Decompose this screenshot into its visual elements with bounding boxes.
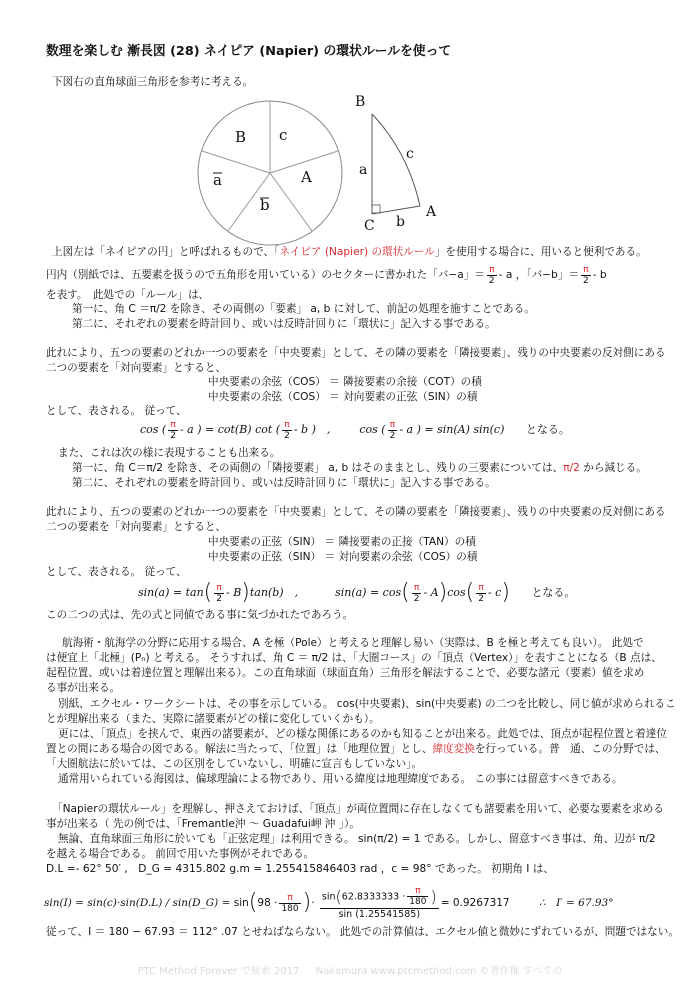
circle-label-b: b <box>260 196 270 214</box>
p4-line6: とが理解出来る（また、実際に諸要素がどの様に変化していくかも）。 <box>46 713 380 725</box>
p1-line1: 上図左は「ネイピアの円」と呼ばれるもので、「ネイピア (Napier) の環状ルール」を使用する場合に、用いると便利である。 <box>52 246 647 258</box>
p5-line1: 「Napierの環状ルール」を理解し、押さえておけば、「頂点」が両位置間に存在しなくても諸要素を用いて、必要な要素を求める <box>52 803 664 815</box>
circle-label-c: c <box>279 126 288 144</box>
p3-line4: この二つの式は、先の式と同値である事に気づかれたであろう。 <box>46 609 354 621</box>
napier-rule-highlight: ネイピア (Napier) の環状ルール <box>279 246 435 258</box>
p5-line4: を越える場合である。 前回で用いた事例がそれである。 <box>46 848 315 860</box>
p4-line5: 別紙、エクセル・ワークシートは、その事を示している。 cos(中央要素)、sin(中央要素) の二つを比較し、同じ値が求められるこ <box>58 698 676 710</box>
intro-text: 下図右の直角球面三角形を参考に考える。 <box>52 76 254 88</box>
p3-line2: 二つの要素を「対向要素」とすると、 <box>46 521 227 533</box>
p5-line3: 無論、直角球面三角形に於いても「正弦定理」は利用できる。 sin(π/2) = 1 である。しかし、留意すべき事は、角、辺が π/2 <box>58 833 656 845</box>
p4-line8: 置との間にある場合の図である。解法に当たって、「位置」は「地理位置」とし、緯度変換を行っている。普 通、この分野では、 <box>46 743 666 755</box>
p4-line7: 更には、「頂点」を挟んで、東西の諸要素が、どの様な関係にあるのかも知ることが出来る。此処では、頂点が起程位置と着達位 <box>58 728 667 740</box>
circle-label-A: A <box>301 168 312 186</box>
p2-rule2: 中央要素の余弦（COS） ＝ 対向要素の正弦（SIN）の積 <box>208 391 478 403</box>
p4-line3: 起程位置、或いは着達位置と理解出来る）。この直角球面（球面直角）三角形を解法することで、必要な諸元（要素）値を求め <box>46 667 645 679</box>
p3-line1: 此れにより、五つの要素のどれか一つの要素を「中央要素」として、その隣の要素を「隣接要素」、残りの中央要素の反対側にある <box>46 506 666 518</box>
p2-line4: また、これは次の様に表現することも出来る。 <box>58 447 281 459</box>
p3-equation: sin(a) = tan( $\frac{\pi}{2}$ - B)tan(b) , sin(a) = cos( $\frac{\pi}{2}$ - A)cos( $\frac{\pi}{2}$ - c) となる。 <box>138 580 576 605</box>
p2-line3: として、表される。 従って、 <box>46 405 187 417</box>
p1-line3: を表す。 此処での「ルール」は、 <box>46 289 210 301</box>
p2-line2: 二つの要素を「対向要素」とすると、 <box>46 362 227 374</box>
p3-rule2: 中央要素の正弦（SIN） ＝ 対向要素の余弦（COS）の積 <box>208 551 478 563</box>
p2-line5: 第一に、角 C＝π/2 を除き、その両側の「隣接要素」 a, b はそのままとし、残りの三要素については、π/2 から減じる。 <box>72 462 647 474</box>
p2-equation: cos ( $\frac{\pi}{2}$ - a ) = cot(B) cot ( $\frac{\pi}{2}$ - b ) , cos ( $\frac{\pi}{2}$ - a ) = sin(A) sin(c) となる。 <box>140 419 570 441</box>
p2-rule1: 中央要素の余弦（COS） ＝ 隣接要素の余接（COT）の積 <box>208 376 482 388</box>
spherical-triangle-figure <box>350 92 450 232</box>
triangle-label-C: C <box>364 218 375 232</box>
circle-label-a: a <box>213 171 222 189</box>
p4-line10: 通常用いられている海図は、偏球理論による物であり、用いる緯度は地理緯度である。 この事には留意すべきである。 <box>58 773 623 785</box>
p1-line4: 第一に、角 C ＝π/2 を除き、その両側の「要素」 a, b に対して、前記の処理を施すことである。 <box>72 303 535 315</box>
p4-line9: 「大圏航法に於いては、この区別をしていないし、明確に宣言もしていない」。 <box>46 758 423 770</box>
p2-line1: 此れにより、五つの要素のどれか一つの要素を「中央要素」として、その隣の要素を「隣接要素」、残りの中央要素の反対側にある <box>46 347 666 359</box>
triangle-label-b: b <box>396 214 405 230</box>
p4-line2: は便宜上「北極」(Pₙ) と考える。 そうすれば、角 C ＝ π/2 は、「大圏コース」の「頂点（Vertex）」を表すことになる（B 点は、 <box>46 652 662 664</box>
napier-circle-figure <box>195 98 345 248</box>
triangle-label-c: c <box>406 146 414 162</box>
p2-line6: 第二に、それぞれの要素を時計回り、或いは反時計回りに「環状に」記入する事である。 <box>72 477 496 489</box>
triangle-label-a: a <box>359 162 368 178</box>
p4-line4: る事が出来る。 <box>46 682 121 694</box>
p5-equation: sin(I) = sin(c)·sin(D.L) / sin(D_G) = sin(98 · $\frac{\pi}{180}$ )· sin(62.8333333 · $\frac{\pi}{180}$ ) sin (1.25541585) = 0.9267317 ∴ I′ = 67.93° <box>44 886 614 920</box>
p4-line1: 航海術・航海学の分野に応用する場合、A を極（Pole）と考えると理解し易い（実際は、B を極と考えても良い）。 此処で <box>62 637 644 649</box>
p1-line2: 円内（別紙では、五要素を扱うので五角形を用いている）のセクターに書かれた「バ−a」＝ $\frac{\pi}{2}$ - a ，「バ−b」＝ $\frac{\pi}{2}$ - b <box>46 264 607 286</box>
footer-watermark: PTC Method Forever で検索 2017 Nakamura www.ptcmethod.com ©著作権 すべての <box>137 966 563 977</box>
p1-line5: 第二に、それぞれの要素を時計回り、或いは反時計回りに「環状に」記入する事である。 <box>72 318 496 330</box>
p5-line5: D.L =- 62° 50′ , D_G = 4315.802 g.m = 1.255415846403 rad ，c = 98° であった。 初期角 I は、 <box>46 863 554 875</box>
circle-label-B: B <box>235 128 247 146</box>
p3-rule1: 中央要素の正弦（SIN） ＝ 隣接要素の正接（TAN）の積 <box>208 536 476 548</box>
triangle-label-A: A <box>426 204 437 220</box>
triangle-label-B: B <box>355 94 366 110</box>
p5-line2: 事が出来る（ 先の例では、「Fremantle沖 ～ Guadafui岬 沖 」）。 <box>46 818 360 830</box>
p3-line3: として、表される。 従って、 <box>46 566 187 578</box>
p5-line6: 従って、I ＝ 180 − 67.93 ＝ 112° .07 とせねばならない。 此処での計算値は、エクセル値と微妙にずれているが、問題ではない。 <box>46 926 679 938</box>
page-title: 数理を楽しむ 漸長図 (28) ネイピア (Napier) の環状ルールを使って <box>46 44 452 59</box>
